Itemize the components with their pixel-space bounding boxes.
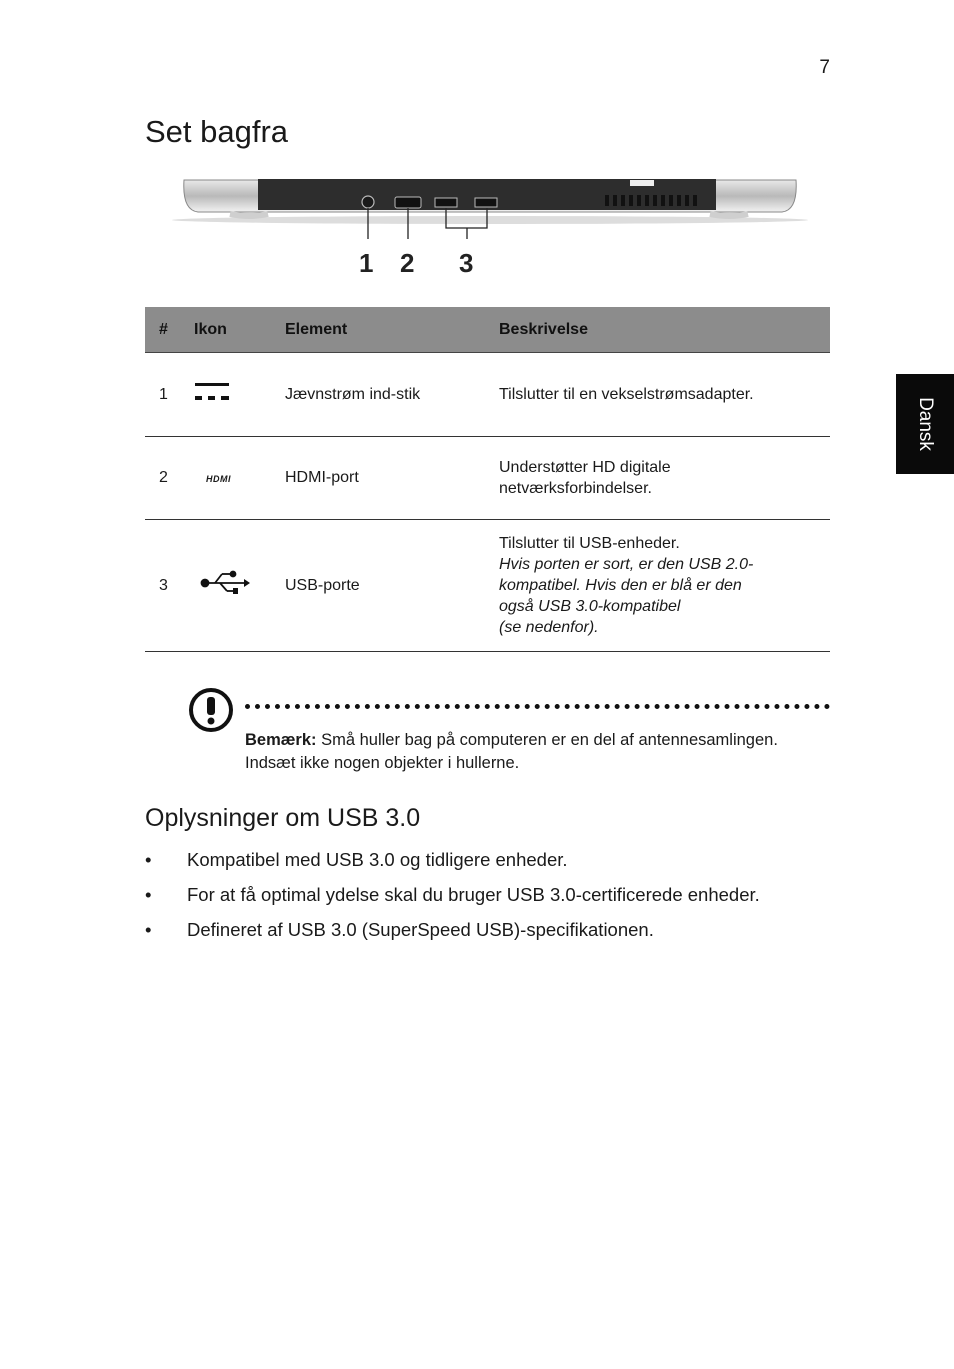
bullet: • bbox=[145, 884, 152, 905]
list-item bbox=[145, 881, 845, 916]
row-element: HDMI-port bbox=[285, 437, 499, 520]
note-body: Små huller bag på computeren er en del af antennesamlingen. Indsæt ikke nogen objekter i hullerne. bbox=[245, 731, 778, 772]
usb-section-title: Oplysninger om USB 3.0 bbox=[145, 804, 421, 832]
table-header-row bbox=[145, 307, 830, 353]
table-row bbox=[145, 353, 830, 437]
usb-info-list bbox=[145, 846, 845, 951]
header-icon: Ikon bbox=[194, 307, 285, 353]
row-element: Jævnstrøm ind-stik bbox=[285, 353, 499, 437]
row-element: USB-porte bbox=[285, 520, 499, 652]
section-title: Set bagfra bbox=[145, 114, 289, 149]
table-row bbox=[145, 437, 830, 520]
bullet: • bbox=[145, 849, 152, 870]
laptop-rear-illustration bbox=[170, 170, 810, 280]
row-number: 3 bbox=[145, 520, 194, 652]
page-number: 7 bbox=[819, 57, 830, 78]
row-description-note: kompatibel. Hvis den er blå er den bbox=[499, 577, 742, 594]
bullet: • bbox=[145, 919, 152, 940]
callout-3: 3 bbox=[459, 248, 474, 278]
header-description: Beskrivelse bbox=[499, 307, 830, 353]
row-number: 1 bbox=[145, 353, 194, 437]
row-description: Tilslutter til USB-enheder. bbox=[499, 535, 680, 552]
ports-table bbox=[145, 307, 830, 652]
note-divider bbox=[245, 704, 830, 709]
callout-1: 1 bbox=[359, 248, 374, 278]
list-item-text: For at få optimal ydelse skal du bruger USB 3.0-certificerede enheder. bbox=[187, 884, 760, 905]
note-label: Bemærk: bbox=[245, 731, 317, 749]
row-description: Tilslutter til en vekselstrømsadapter. bbox=[499, 386, 754, 403]
list-item-text: Defineret af USB 3.0 (SuperSpeed USB)-specifikationen. bbox=[187, 919, 654, 940]
header-number: # bbox=[145, 307, 194, 353]
warning-icon bbox=[188, 687, 234, 733]
dc-in-icon bbox=[194, 380, 230, 404]
list-item bbox=[145, 916, 845, 951]
row-description-note: (se nedenfor). bbox=[499, 619, 599, 636]
row-description-note: også USB 3.0-kompatibel bbox=[499, 598, 681, 615]
list-item-text: Kompatibel med USB 3.0 og tidligere enheder. bbox=[187, 849, 568, 870]
note-text bbox=[245, 729, 805, 775]
list-item bbox=[145, 846, 845, 881]
row-description-note: Hvis porten er sort, er den USB 2.0- bbox=[499, 556, 754, 573]
row-description: Understøtter HD digitale bbox=[499, 459, 671, 476]
row-number: 2 bbox=[145, 437, 194, 520]
header-element: Element bbox=[285, 307, 499, 353]
row-description: netværksforbindelser. bbox=[499, 480, 652, 497]
usb-icon bbox=[200, 569, 252, 597]
table-row bbox=[145, 520, 830, 652]
callout-2: 2 bbox=[400, 248, 415, 278]
language-tab bbox=[896, 374, 954, 474]
hdmi-icon: HDMI bbox=[206, 474, 231, 484]
language-tab-label: Dansk bbox=[915, 397, 936, 451]
